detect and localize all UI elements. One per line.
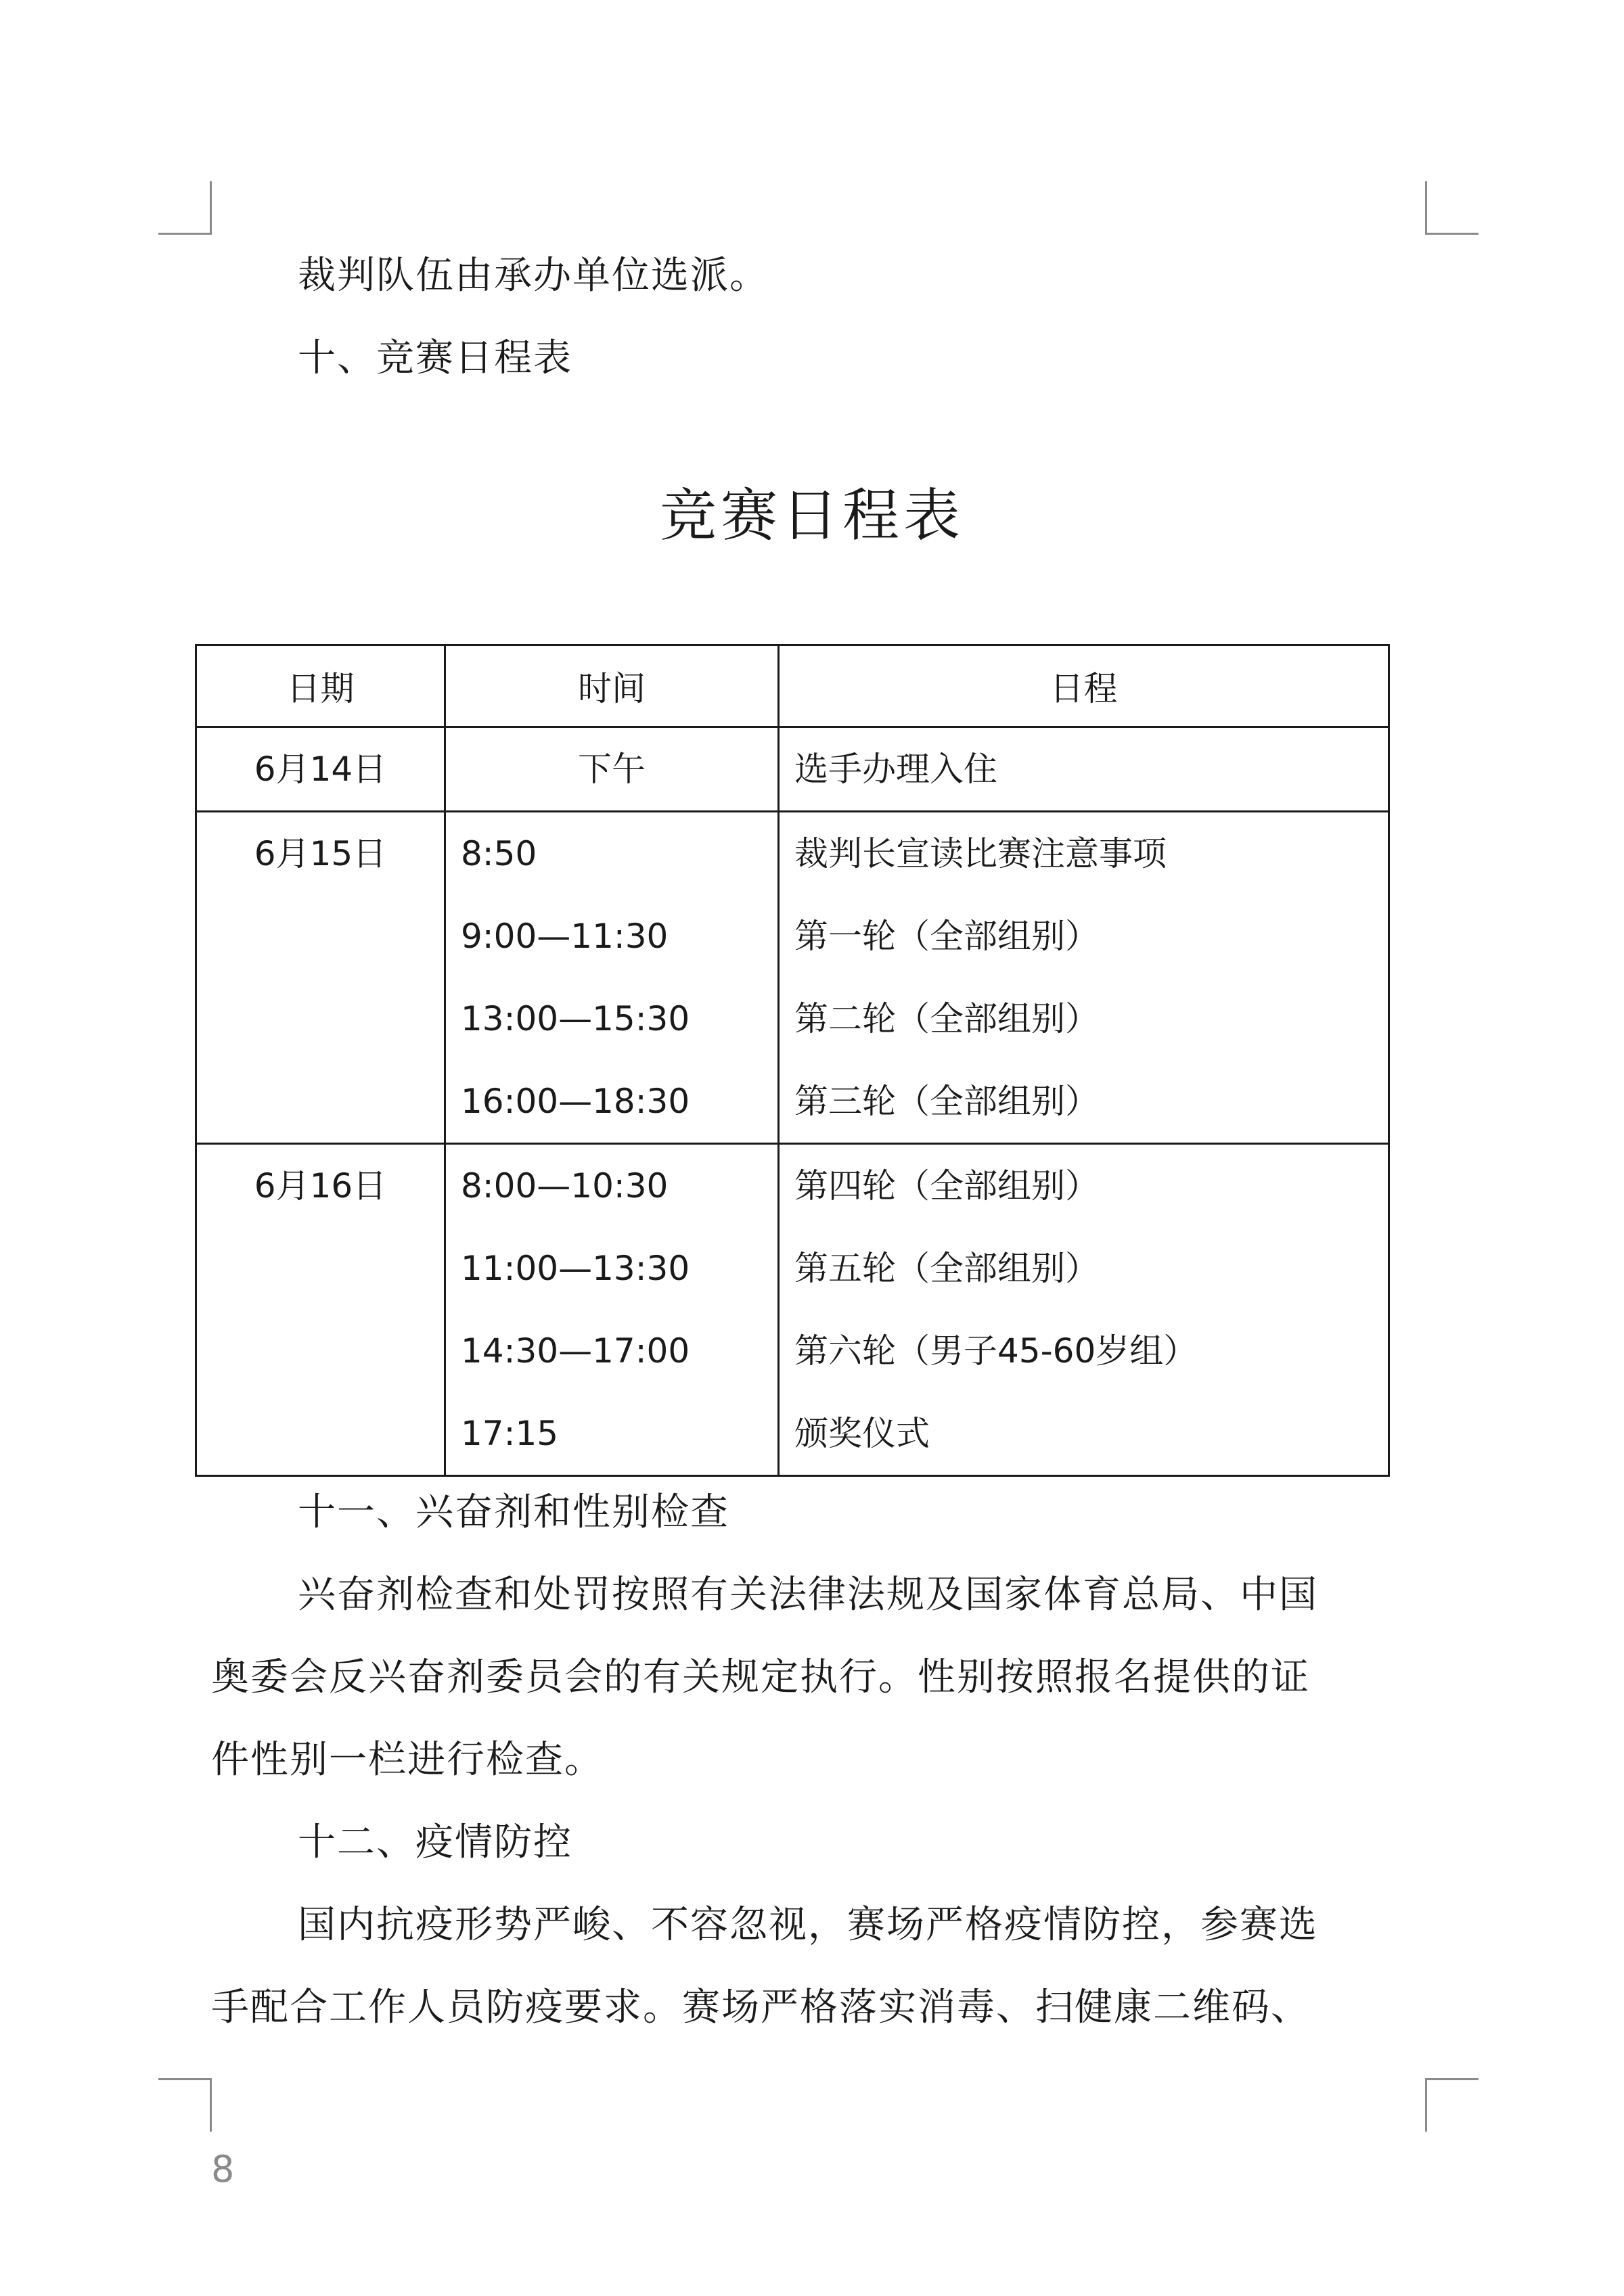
table-row	[196, 727, 1389, 812]
item-text: 选手办理入住	[794, 750, 997, 789]
section-12-heading: 十二、疫情防控	[298, 1820, 572, 1864]
item-text: 第三轮（全部组别）	[794, 1082, 1099, 1121]
item-text: 第二轮（全部组别）	[794, 999, 1099, 1038]
header-date: 日期	[196, 645, 445, 727]
section-11-paragraph-line: 奥委会反兴奋剂委员会的有关规定执行。性别按照报名提供的证	[211, 1655, 1310, 1699]
crop-mark-bottom-right	[1425, 2078, 1479, 2132]
section-11-heading: 十一、兴奋剂和性别检查	[298, 1490, 729, 1534]
time-text: 17:15	[461, 1414, 559, 1453]
header-time: 时间	[445, 645, 779, 727]
table-row	[196, 812, 1389, 1144]
crop-mark-top-right	[1425, 181, 1479, 235]
time-cell	[445, 727, 779, 812]
section-12-paragraph-line: 国内抗疫形势严峻、不容忽视，赛场严格疫情防控，参赛选	[298, 1903, 1318, 1947]
time-text: 8:00—10:30	[461, 1166, 669, 1206]
crop-mark-top-left	[158, 181, 212, 235]
section-10-heading: 十、竞赛日程表	[298, 336, 572, 380]
time-text: 14:30—17:00	[461, 1331, 690, 1371]
date-text: 6月16日	[254, 1166, 387, 1206]
item-cell	[779, 727, 1389, 812]
time-text: 下午	[578, 750, 646, 789]
item-text: 第五轮（全部组别）	[794, 1249, 1099, 1288]
section-11-paragraph-line: 件性别一栏进行检查。	[211, 1738, 604, 1782]
date-cell	[196, 1144, 445, 1476]
section-12-paragraph-line: 手配合工作人员防疫要求。赛场严格落实消毒、扫健康二维码、	[211, 1985, 1310, 2029]
date-text: 6月14日	[254, 750, 387, 789]
table-row	[196, 1144, 1389, 1476]
item-cell	[779, 812, 1389, 1144]
schedule-table	[195, 644, 1390, 1477]
item-text: 第四轮（全部组别）	[794, 1166, 1099, 1206]
date-text: 6月15日	[254, 834, 387, 873]
date-cell	[196, 812, 445, 1144]
item-text: 第六轮（男子45-60岁组）	[794, 1331, 1198, 1371]
time-text: 9:00—11:30	[461, 917, 669, 956]
date-cell	[196, 727, 445, 812]
time-text: 16:00—18:30	[461, 1082, 690, 1121]
time-cell	[445, 812, 779, 1144]
item-cell	[779, 1144, 1389, 1476]
section-11-paragraph-line: 兴奋剂检查和处罚按照有关法律法规及国家体育总局、中国	[298, 1573, 1318, 1617]
time-cell	[445, 1144, 779, 1476]
time-text: 13:00—15:30	[461, 999, 690, 1038]
item-text: 第一轮（全部组别）	[794, 917, 1099, 956]
page-number: 8	[211, 2148, 235, 2190]
header-schedule: 日程	[779, 645, 1389, 727]
time-text: 11:00—13:30	[461, 1249, 690, 1288]
schedule-title: 竞赛日程表	[659, 482, 964, 549]
table-header-row	[196, 645, 1389, 727]
crop-mark-bottom-left	[158, 2078, 212, 2132]
item-text: 裁判长宣读比赛注意事项	[794, 834, 1167, 873]
item-text: 颁奖仪式	[794, 1414, 930, 1453]
intro-line: 裁判队伍由承办单位选派。	[298, 254, 769, 298]
time-text: 8:50	[461, 834, 537, 873]
